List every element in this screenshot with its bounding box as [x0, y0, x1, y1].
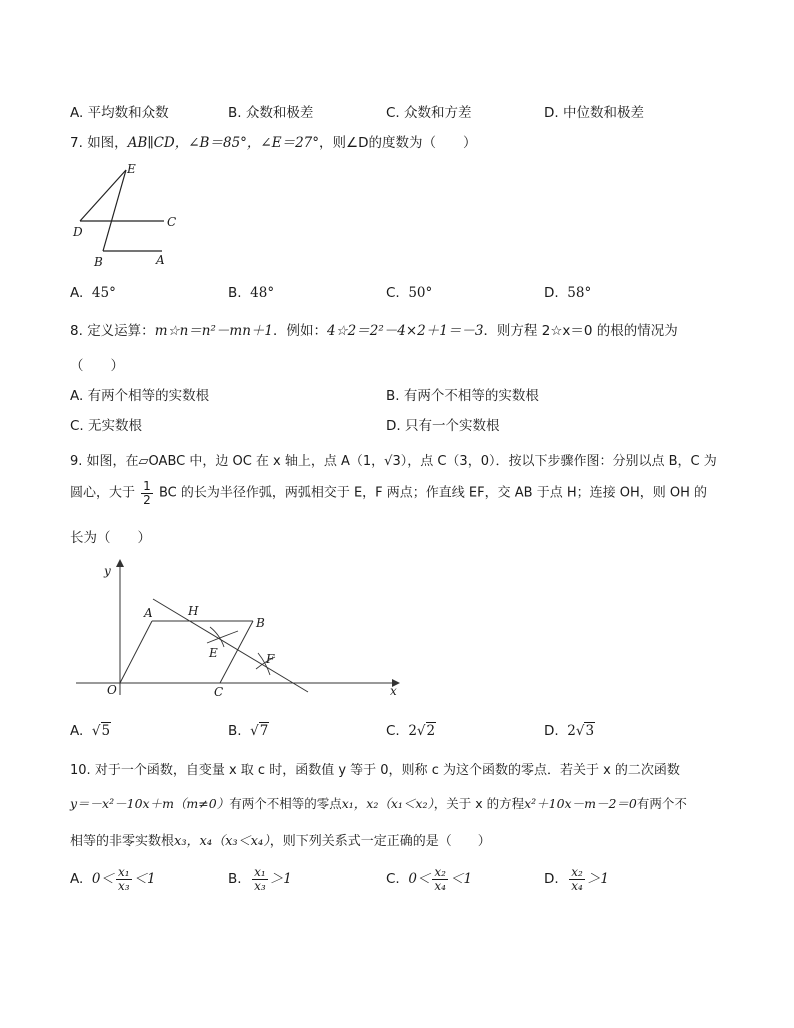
option-letter: A. — [70, 871, 84, 888]
q8-stem — [70, 319, 678, 339]
option-coefficient: 2 — [567, 723, 576, 739]
stem-text: 对于一个函数，自变量 x 取 c 时，函数值 y 等于 0，则称 c 为这个函数的零点．若关于 x 的二次函数 — [94, 763, 680, 778]
option-letter: C. — [70, 418, 84, 434]
option-suffix: ＞1 — [586, 871, 609, 888]
stem-text: ．例如： — [272, 323, 327, 339]
option-letter: D. — [386, 418, 401, 434]
option-suffix: ＜1 — [133, 871, 156, 888]
option-text: 众数和极差 — [245, 105, 314, 121]
q10-function: y＝－x²－10x＋m（m≠0） — [70, 796, 230, 811]
q9-option-d — [544, 723, 595, 739]
q8-definition: m☆n＝n²－mn＋1 — [154, 323, 273, 339]
stem-text: ，则∠D的度数为（ ） — [319, 135, 477, 151]
stem-text: 定义运算： — [87, 323, 155, 339]
q8-option-b — [386, 384, 539, 404]
sqrt-sign: √3 — [575, 723, 595, 739]
q7-option-c — [386, 285, 432, 301]
q9-figure — [70, 555, 410, 700]
stem-text: 有两个不相等的零点 — [229, 796, 342, 811]
fraction-denominator: x₄ — [571, 878, 583, 893]
option-text: 只有一个实数根 — [404, 418, 500, 434]
label-a: A — [156, 253, 165, 267]
q8-option-a — [70, 384, 209, 404]
label-c: C — [214, 685, 224, 699]
q10-option-d — [544, 866, 609, 892]
option-letter: A. — [70, 285, 84, 301]
fraction-denominator: x₃ — [117, 878, 130, 893]
stem-text: BC 的长为半径作弧，两弧相交于 E，F 两点；作直线 EF，交 AB 于点 H；连接 OH，则 OH 的 — [158, 485, 708, 501]
option-letter: D. — [544, 723, 559, 739]
stem-text: 如图，在▱OABC 中，边 OC 在 x 轴上，点 A（1，√3），点 C（3，0）．按以下步骤作图：分别以点 B，C 为 — [86, 454, 717, 469]
option-text: 有两个相等的实数根 — [87, 388, 210, 404]
q6-option-b — [228, 101, 313, 121]
q9-line-1 — [70, 450, 717, 469]
q10-line-1 — [70, 759, 680, 778]
option-letter: B. — [228, 871, 242, 888]
option-letter: C. — [386, 871, 400, 888]
stem-text: 如图， — [87, 135, 128, 151]
stem-text: ．则方程 2☆x＝0 的根的情况为 — [483, 323, 678, 339]
q9-option-b — [228, 723, 269, 739]
stem-text: ，关于 x 的方程 — [433, 796, 525, 811]
option-text: 众数和方差 — [404, 105, 472, 121]
option-letter: D. — [544, 285, 559, 301]
sqrt-sign: √2 — [416, 723, 436, 739]
option-fraction — [569, 866, 585, 892]
q8-option-c — [70, 414, 142, 434]
option-suffix: ＜1 — [449, 871, 473, 888]
option-fraction — [116, 866, 132, 892]
stem-text: 有两个不 — [636, 796, 687, 811]
option-coefficient: 2 — [408, 723, 417, 739]
q10-roots-1: x₁，x₂（x₁＜x₂） — [341, 796, 434, 811]
fraction-numerator: x₁ — [254, 865, 266, 879]
fraction-numerator: x₂ — [571, 865, 583, 879]
question-number: 9. — [70, 454, 83, 469]
q9-option-a — [70, 723, 111, 739]
option-text: 45° — [91, 285, 116, 301]
option-fraction — [252, 866, 268, 892]
question-number: 7. — [70, 135, 83, 151]
option-text: 50° — [408, 285, 433, 301]
question-number: 8. — [70, 323, 83, 339]
label-b: B — [94, 255, 103, 269]
q9-line-2 — [70, 480, 707, 506]
option-fraction — [432, 866, 448, 892]
option-text: 有两个不相等的实数根 — [403, 388, 539, 404]
label-e: E — [209, 646, 218, 660]
q10-option-c — [386, 866, 472, 892]
label-d: D — [73, 225, 83, 239]
q7-stem — [70, 131, 477, 151]
question-number: 10. — [70, 763, 91, 778]
q10-roots-2: x₃，x₄（x₃＜x₄） — [174, 834, 270, 849]
q7-figure — [70, 158, 180, 270]
fraction-numerator: x₂ — [434, 865, 446, 879]
q9-option-c — [386, 723, 436, 739]
option-letter: C. — [386, 723, 400, 739]
q10-line-2 — [70, 794, 687, 812]
option-text: 无实数根 — [88, 418, 143, 434]
stem-text: ，则下列关系式一定正确的是（ ） — [269, 834, 491, 849]
label-h: H — [188, 604, 199, 618]
q6-option-a — [70, 101, 169, 121]
option-suffix: ＞1 — [269, 871, 292, 888]
q8-option-d — [386, 414, 499, 434]
axis-label-x: x — [390, 684, 397, 698]
sqrt-sign: √5 — [91, 723, 111, 739]
q9-line-3: 长为（ ） — [70, 530, 151, 546]
stem-text: 相等的非零实数根 — [70, 834, 175, 849]
fraction-numerator: x₁ — [117, 865, 130, 879]
option-letter: B. — [228, 105, 242, 121]
option-prefix: 0＜ — [91, 871, 114, 888]
q6-option-d — [544, 101, 644, 121]
label-a: A — [144, 606, 153, 620]
option-letter: C. — [386, 105, 400, 121]
q10-option-a — [70, 866, 156, 892]
stem-text: 圆心，大于 — [70, 485, 136, 501]
option-letter: B. — [228, 285, 242, 301]
option-letter: A. — [70, 388, 84, 404]
label-f: F — [266, 652, 275, 666]
option-letter: B. — [386, 388, 400, 404]
option-letter: C. — [386, 285, 400, 301]
label-e: E — [127, 162, 136, 176]
label-b: B — [256, 616, 265, 630]
fraction-denominator: 2 — [143, 492, 151, 507]
radicand: 2 — [426, 723, 436, 739]
q7-condition: AB∥CD，∠B＝85°，∠E＝27° — [127, 135, 320, 151]
option-letter: B. — [228, 723, 242, 739]
option-text: 48° — [250, 285, 275, 301]
radicand: 3 — [585, 723, 595, 739]
q7-option-d — [544, 285, 591, 301]
q10-option-b — [228, 866, 292, 892]
option-letter: D. — [544, 871, 559, 888]
option-letter: D. — [544, 105, 559, 121]
q8-example: 4☆2＝2²－4×2＋1＝－3 — [326, 323, 484, 339]
option-text: 平均数和众数 — [87, 105, 169, 121]
option-letter: A. — [70, 105, 84, 121]
q9-fraction — [141, 480, 153, 506]
label-c: C — [167, 215, 177, 229]
q7-option-b — [228, 285, 274, 301]
fraction-numerator: 1 — [143, 479, 151, 493]
q8-paren: （ ） — [70, 358, 124, 374]
option-text: 中位数和极差 — [562, 105, 644, 121]
option-text: 58° — [567, 285, 592, 301]
radicand: 7 — [259, 723, 269, 739]
label-o: O — [107, 683, 117, 697]
fraction-denominator: x₃ — [254, 878, 266, 893]
fraction-denominator: x₄ — [434, 878, 446, 893]
option-prefix: 0＜ — [408, 871, 431, 888]
q6-option-c — [386, 101, 472, 121]
radicand: 5 — [101, 723, 111, 739]
option-letter: A. — [70, 723, 84, 739]
sqrt-sign: √7 — [250, 723, 269, 739]
q10-equation: x²＋10x－m－2＝0 — [524, 796, 637, 811]
q10-line-3 — [70, 830, 491, 849]
axis-label-y: y — [104, 564, 111, 578]
q7-option-a — [70, 285, 116, 301]
